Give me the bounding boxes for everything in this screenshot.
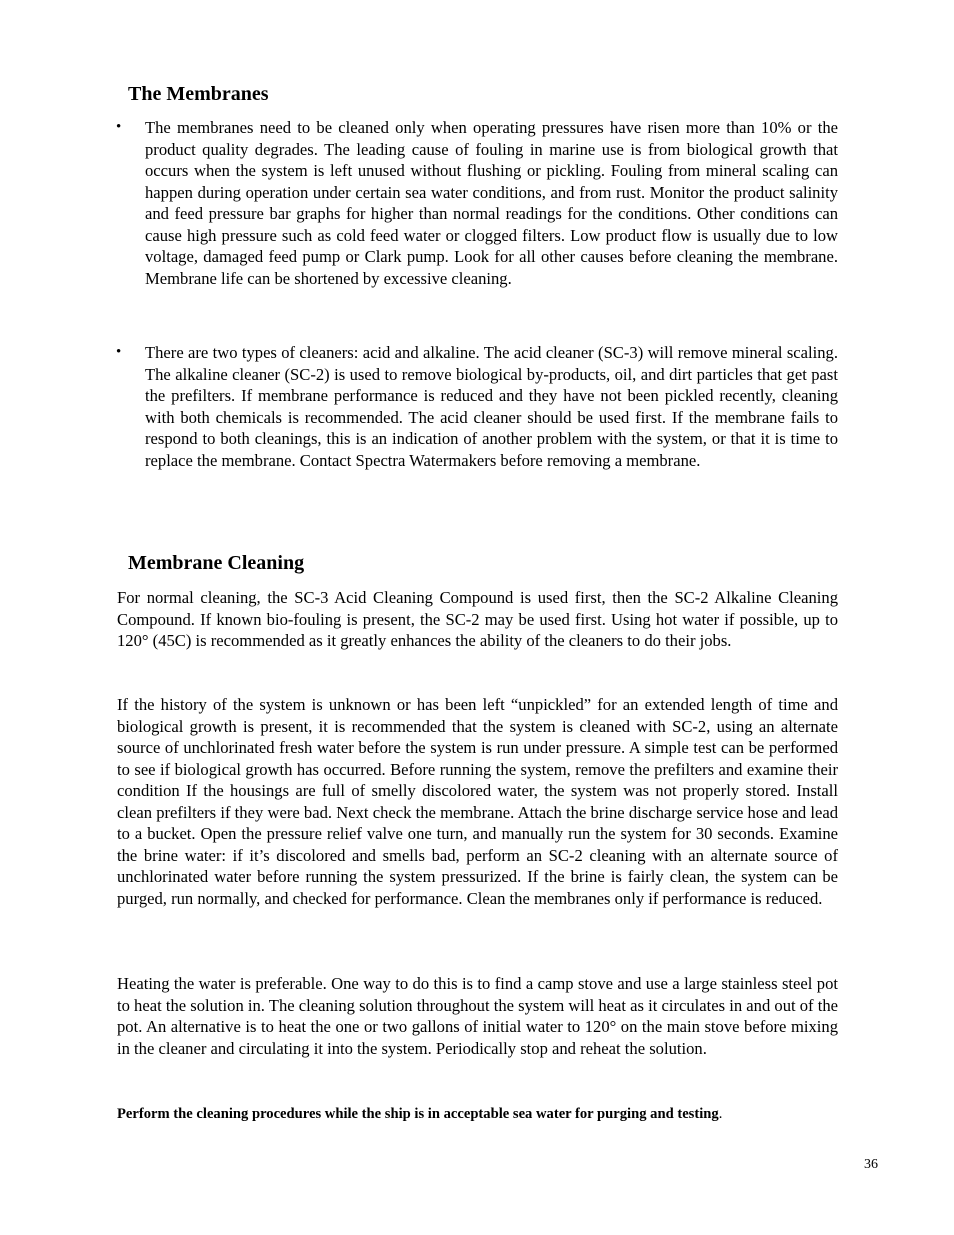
bullet-list-1 bbox=[116, 117, 838, 289]
bullet-item bbox=[116, 117, 838, 289]
section-heading-membranes: The Membranes bbox=[128, 83, 269, 105]
cleaning-note-bold: Perform the cleaning procedures while the ship is in acceptable sea water for purging and testing bbox=[117, 1106, 719, 1122]
paragraph-history-unknown: If the history of the system is unknown or has been left “unpickled” for an extended length of time and biological growth is present, it is recommended that the system is cleaned with SC-2, using an alternate source of unchlorinated fresh water before the system is run under pressure. A simple test can be performed to see if biological growth has occurred. Before running the system, remove the prefilters and examine their condition If the housings are full of smelly discolored water, the system was not properly stored. Install clean prefilters if they were bad. Next check the membrane. Attach the brine discharge service hose and lead to a bucket. Open the pressure relief valve one turn, and manually run the system for 30 seconds. Examine the brine water: if it’s discolored and smells bad, perform an SC-2 cleaning with an alternate source of unchlorinated water before running the system pressurized. If the brine is fairly clean, the system can be purged, run normally, and checked for performance. Clean the membranes only if performance is reduced. bbox=[117, 695, 838, 908]
page-number: 36 bbox=[864, 1157, 878, 1172]
bullet-list-2 bbox=[116, 342, 838, 471]
cleaning-note bbox=[117, 1104, 838, 1124]
paragraph-heating-water: Heating the water is preferable. One way to do this is to find a camp stove and use a large stainless steel pot to heat the solution in. The cleaning solution throughout the system will heat as it circulates in and out of the pot. An alternative is to heat the one or two gallons of initial water to 120° on the main stove before mixing in the cleaner and circulating it into the system. Periodically stop and reheat the solution. bbox=[117, 974, 838, 1058]
bullet-item bbox=[116, 342, 838, 471]
section-heading-membrane-cleaning: Membrane Cleaning bbox=[128, 552, 305, 574]
cleaning-note-tail: . bbox=[718, 1106, 723, 1122]
bullet-icon: • bbox=[116, 344, 122, 360]
bullet-text: There are two types of cleaners: acid and alkaline. The acid cleaner (SC-3) will remove mineral scaling. The alkaline cleaner (SC-2) is used to remove biological by-products, oil, and dirt particles that get past the prefilters. If membrane performance is reduced and they have not been pickled recently, cleaning with both chemicals is recommended. The acid cleaner should be used first. If the membrane fails to respond to both cleanings, this is an indication of another problem with the system, or that it is time to replace the membrane. Contact Spectra Watermakers before removing a membrane. bbox=[145, 343, 838, 470]
paragraph-normal-cleaning: For normal cleaning, the SC-3 Acid Cleaning Compound is used first, then the SC-2 Alkaline Cleaning Compound. If known bio-fouling is present, the SC-2 may be used first. Using hot water if possible, up to 120° (45C) is recommended as it greatly enhances the ability of the cleaners to do their jobs. bbox=[117, 588, 838, 650]
bullet-text: The membranes need to be cleaned only when operating pressures have risen more than 10% or the product quality degrades. The leading cause of fouling in marine use is from biological growth that occurs when the system is left unused without flushing or pickling. Fouling from mineral scaling can happen during operation under certain sea water conditions, and from rust. Monitor the product salinity and feed pressure bar graphs for higher than normal readings for the conditions. Other conditions can cause high pressure such as cold feed water or clogged filters. Low product flow is usually due to low voltage, damaged feed pump or Clark pump. Look for all other causes before cleaning the membrane. Membrane life can be shortened by excessive cleaning. bbox=[145, 118, 838, 288]
bullet-icon: • bbox=[116, 119, 122, 135]
